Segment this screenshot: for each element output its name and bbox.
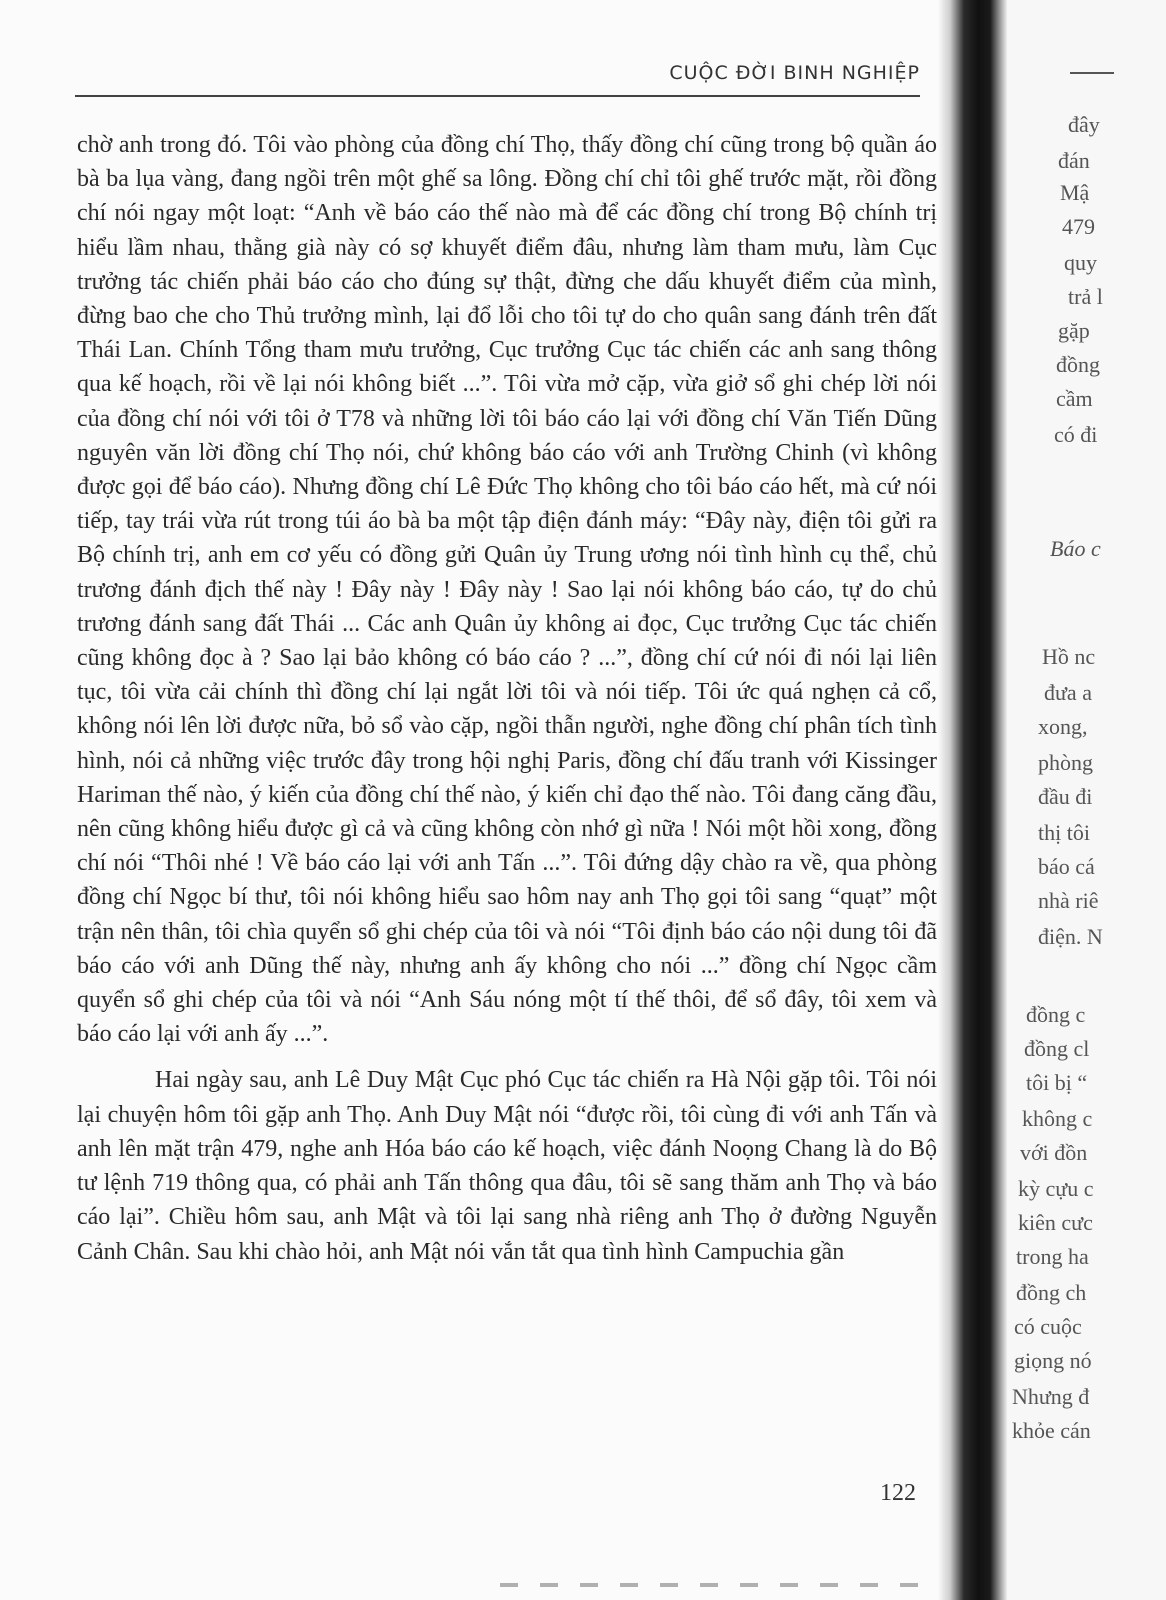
facing-line: báo cá xyxy=(1038,854,1095,879)
facing-line: 479 xyxy=(1062,214,1095,239)
facing-line: Nhưng đ xyxy=(1012,1384,1090,1409)
paragraph: chờ anh trong đó. Tôi vào phòng của đồng chí Thọ, thấy đồng chí cũng trong bộ quần áo bà ba lụa vàng, đang ngồi trên một ghế sa lông. Đồng chí chỉ tôi ghế trước mặt, rồi đồng chí nói ngay một loạt: “Anh về báo cáo thế nào mà để các đồng chí trong Bộ chính trị hiểu lầm nhau, thằng già này có sợ khuyết điểm đâu, nhưng làm tham mưu, làm Cục trưởng tác chiến phải báo cáo cho đúng sự thật, đừng che dấu khuyết điểm của mình, đừng bao che cho Thủ trưởng mình, lại đổ lỗi cho tôi tự do cho quân sang đánh trên đất Thái Lan. Chính Tổng tham mưu trưởng, Cục trưởng Cục tác chiến các anh sang thông qua kế hoạch, rồi về lại nói không biết ...”. Tôi vừa mở cặp, vừa giở sổ ghi chép lời nói của đồng chí nói với tôi ở T78 và những lời tôi báo cáo lại với đồng chí Văn Tiến Dũng nguyên văn lời đồng chí Thọ nói, chứ không báo cáo với anh Trường Chinh (vì không được gọi để báo cáo). Nhưng đồng chí Lê Đức Thọ không cho tôi báo cáo hết, mà cứ nói tiếp, tay trái vừa rút trong túi áo bà ba một tập điện đánh máy: “Đây này, điện tôi gửi ra Bộ chính trị, anh em cơ yếu có đồng gửi Quân ủy Trung ương nói tình hình cụ thể, chủ trương đánh địch thế này ! Đây này ! Đây này ! Sao lại nói không báo cáo, tự do chủ trương đánh sang đất Thái ... Các anh Quân ủy không ai đọc, Cục trưởng Cục tác chiến cũng không đọc à ? Sao lại bảo không có báo cáo ? ...”, đồng chí cứ nói đi nói lại liên tục, tôi vừa cải chính thì đồng chí lại ngắt lời tôi và nói tiếp. Tôi ức quá nghẹn cả cổ, không nói lên lời được nữa, bỏ sổ vào cặp, ngồi thẫn người, nghe đồng chí phân tích tình hình, nói cả những việc trước đây trong hội nghị Paris, đồng chí đấu tranh với Kissinger Hariman thế nào, ý kiến của đồng chí thế nào, ý kiến chỉ đạo thế nào. Tôi đang căng đầu, nên cũng không hiểu được gì cả và cũng không còn nhớ gì nữa ! Nói một hồi xong, đồng chí nói “Thôi nhé ! Về báo cáo lại với anh Tấn ...”. Tôi đứng dậy chào ra về, qua phòng đồng chí Ngọc bí thư, tôi nói không hiểu sao hôm nay anh Thọ gọi tôi sang “quạt” một trận nên thân, tôi chìa quyển sổ ghi chép của tôi và nói “Tôi định báo cáo nội dung tôi đã báo cáo với anh Dũng thế này, nhưng anh ấy không cho nói ...” đồng chí Ngọc cầm quyển sổ ghi chép của tôi và nói “Anh Sáu nóng một tí thế thôi, để sổ đây, tôi xem và báo cáo lại với anh ấy ...”. xyxy=(77,132,937,1048)
facing-line: giọng nó xyxy=(1014,1348,1092,1373)
facing-page-edge xyxy=(1008,0,1166,1600)
facing-line: cầm xyxy=(1056,386,1093,411)
facing-line: đồng cl xyxy=(1024,1036,1090,1061)
body-text xyxy=(77,128,937,1269)
facing-line: đầu đi xyxy=(1038,784,1093,809)
paragraph: Hai ngày sau, anh Lê Duy Mật Cục phó Cục tác chiến ra Hà Nội gặp tôi. Tôi nói lại chuyện hôm tôi gặp anh Thọ. Anh Duy Mật nói “được rồi, tôi cùng đi với anh Tấn và anh lên mặt trận 479, nghe anh Hóa báo cáo kế hoạch, việc đánh Noọng Chang là do Bộ tư lệnh 719 thông qua, có phải anh Tấn thông qua đâu, tôi sẽ sang thăm anh Thọ và báo cáo lại”. Chiều hôm sau, anh Mật và tôi lại sang nhà riêng anh Thọ ở đường Nguyễn Cảnh Chân. Sau khi chào hỏi, anh Mật nói vắn tắt qua tình hình Campuchia gần xyxy=(77,1067,937,1265)
facing-page-text xyxy=(1008,0,1166,1600)
facing-line: có cuộc xyxy=(1014,1314,1082,1339)
facing-line: đồng ch xyxy=(1016,1280,1087,1305)
facing-line: Báo c xyxy=(1050,536,1101,561)
facing-line: nhà riê xyxy=(1038,888,1099,913)
facing-line: xong, xyxy=(1038,714,1088,739)
facing-line: điện. N xyxy=(1038,924,1103,949)
facing-line: đây xyxy=(1068,112,1100,137)
facing-line: tôi bị “ xyxy=(1026,1070,1088,1095)
facing-line: trong ha xyxy=(1016,1244,1089,1269)
facing-line: trả l xyxy=(1068,284,1103,309)
facing-line: khỏe cán xyxy=(1012,1418,1091,1443)
facing-line: đồng c xyxy=(1026,1002,1086,1027)
facing-line: đồng xyxy=(1056,352,1100,377)
scan-artifact xyxy=(500,1583,920,1587)
facing-line: kỳ cựu c xyxy=(1018,1176,1094,1201)
facing-line: Hồ nc xyxy=(1042,644,1096,669)
running-header: CUỘC ĐỜI BINH NGHIỆP xyxy=(669,62,920,84)
facing-line: đưa a xyxy=(1044,680,1092,705)
facing-line: gặp xyxy=(1058,318,1090,343)
facing-line: thị tôi xyxy=(1038,820,1090,845)
facing-line: kiên cưc xyxy=(1018,1210,1093,1235)
facing-line: đán xyxy=(1058,148,1090,173)
facing-line: phòng xyxy=(1038,750,1093,775)
facing-line: với đồn xyxy=(1020,1140,1088,1165)
facing-line: có đi xyxy=(1054,422,1098,447)
facing-line: Mậ xyxy=(1060,180,1090,205)
header-rule xyxy=(75,95,920,97)
facing-line: không c xyxy=(1022,1106,1093,1131)
facing-line: quy xyxy=(1064,250,1097,275)
binding-shadow xyxy=(938,0,1008,1600)
page-number: 122 xyxy=(880,1480,916,1506)
